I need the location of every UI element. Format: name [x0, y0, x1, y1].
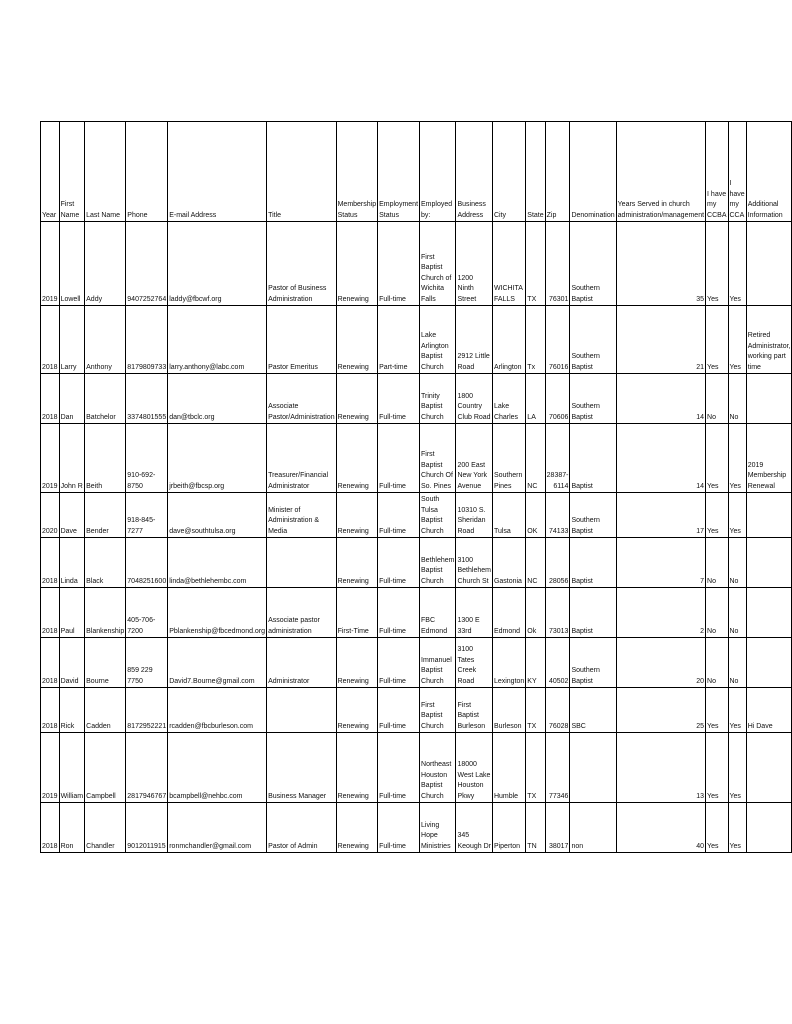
table-row [41, 493, 792, 538]
cell-email: linda@bethlehembc.com [168, 538, 267, 588]
cell-first-name: William [59, 733, 85, 803]
cell-years-served: 2 [616, 588, 705, 638]
cell-employer: First Baptist Church of Wichita Falls [420, 222, 456, 306]
cell-denomination: non [570, 803, 616, 853]
cell-employment: Full-time [378, 374, 420, 424]
cell-first-name: Larry [59, 306, 85, 374]
cell-years-served: 14 [616, 424, 705, 493]
cell-ccba: No [706, 588, 728, 638]
cell-cca: Yes [728, 424, 746, 493]
cell-year: 2020 [41, 493, 60, 538]
table-row [41, 733, 792, 803]
cell-ccba: Yes [706, 424, 728, 493]
cell-phone: 9012011915 [126, 803, 168, 853]
col-years-served: Years Served in church administration/management [616, 122, 705, 222]
table-row [41, 222, 792, 306]
cell-membership: Renewing [336, 493, 378, 538]
cell-denomination: Southern Baptist [570, 638, 616, 688]
cell-address: First Baptist Burleson [456, 688, 492, 733]
cell-city: Tulsa [492, 493, 525, 538]
cell-membership: Renewing [336, 638, 378, 688]
cell-employer: South Tulsa Baptist Church [420, 493, 456, 538]
cell-email: jrbeith@fbcsp.org [168, 424, 267, 493]
table-body [41, 222, 792, 853]
cell-city: Burleson [492, 688, 525, 733]
table-row [41, 306, 792, 374]
cell-title: Pastor Emeritus [267, 306, 337, 374]
cell-first-name: Rick [59, 688, 85, 733]
cell-title: Minister of Administration & Media [267, 493, 337, 538]
col-employed-by: Employed by: [420, 122, 456, 222]
cell-last-name: Blankenship [85, 588, 126, 638]
cell-last-name: Anthony [85, 306, 126, 374]
cell-state: Ok [526, 588, 545, 638]
cell-additional-info [746, 374, 792, 424]
cell-employment: Full-time [378, 493, 420, 538]
cell-email: dave@southtulsa.org [168, 493, 267, 538]
cell-cca: Yes [728, 493, 746, 538]
col-membership-status: Membership Status [336, 122, 378, 222]
cell-additional-info [746, 733, 792, 803]
cell-phone: 405-706-7200 [126, 588, 168, 638]
cell-zip: 28056 [545, 538, 570, 588]
cell-years-served: 25 [616, 688, 705, 733]
cell-city: Arlington [492, 306, 525, 374]
cell-year: 2018 [41, 688, 60, 733]
cell-first-name: Ron [59, 803, 85, 853]
cell-address: 3100 Tates Creek Road [456, 638, 492, 688]
table-row [41, 803, 792, 853]
col-zip: Zip [545, 122, 570, 222]
col-business-address: Business Address [456, 122, 492, 222]
cell-ccba: No [706, 538, 728, 588]
cell-additional-info: Retired Administrator, working part time [746, 306, 792, 374]
cell-zip: 74133 [545, 493, 570, 538]
cell-years-served: 21 [616, 306, 705, 374]
cell-years-served: 35 [616, 222, 705, 306]
col-title: Title [267, 122, 337, 222]
cell-city: Southern Pines [492, 424, 525, 493]
col-city: City [492, 122, 525, 222]
cell-city: Piperton [492, 803, 525, 853]
cell-employment: Full-time [378, 803, 420, 853]
cell-first-name: David [59, 638, 85, 688]
cell-year: 2019 [41, 733, 60, 803]
cell-employer: Living Hope Ministries [420, 803, 456, 853]
cell-address: 200 East New York Avenue [456, 424, 492, 493]
cell-additional-info [746, 638, 792, 688]
cell-additional-info: 2019 Membership Renewal [746, 424, 792, 493]
cell-title [267, 688, 337, 733]
cell-employer: Northeast Houston Baptist Church [420, 733, 456, 803]
cell-cca: Yes [728, 733, 746, 803]
cell-state: OK [526, 493, 545, 538]
cell-first-name: John R [59, 424, 85, 493]
cell-year: 2018 [41, 306, 60, 374]
table-row [41, 688, 792, 733]
cell-last-name: Batchelor [85, 374, 126, 424]
cell-membership: Renewing [336, 306, 378, 374]
cell-last-name: Beith [85, 424, 126, 493]
cell-phone: 859 229 7750 [126, 638, 168, 688]
cell-phone: 8172952221 [126, 688, 168, 733]
cell-zip: 38017 [545, 803, 570, 853]
cell-last-name: Addy [85, 222, 126, 306]
cell-additional-info: Hi Dave [746, 688, 792, 733]
cell-membership: Renewing [336, 374, 378, 424]
cell-zip: 76301 [545, 222, 570, 306]
cell-state: TX [526, 688, 545, 733]
cell-employment: Full-time [378, 638, 420, 688]
cell-membership: Renewing [336, 688, 378, 733]
cell-phone: 3374801555 [126, 374, 168, 424]
cell-city: Humble [492, 733, 525, 803]
cell-address: 1800 Country Club Road [456, 374, 492, 424]
cell-title: Treasurer/Financial Administrator [267, 424, 337, 493]
cell-state: NC [526, 424, 545, 493]
cell-email: bcampbell@nehbc.com [168, 733, 267, 803]
cell-years-served: 17 [616, 493, 705, 538]
cell-ccba: Yes [706, 222, 728, 306]
cell-address: 1300 E 33rd [456, 588, 492, 638]
col-state: State [526, 122, 545, 222]
cell-state: KY [526, 638, 545, 688]
cell-zip: 40502 [545, 638, 570, 688]
col-year: Year [41, 122, 60, 222]
col-denomination: Denomination [570, 122, 616, 222]
cell-ccba: Yes [706, 733, 728, 803]
cell-membership: Renewing [336, 733, 378, 803]
table-row [41, 374, 792, 424]
cell-email: ronmchandler@gmail.com [168, 803, 267, 853]
col-email: E-mail Address [168, 122, 267, 222]
cell-state: LA [526, 374, 545, 424]
cell-year: 2019 [41, 222, 60, 306]
col-cca: I have my CCA [728, 122, 746, 222]
cell-zip: 76016 [545, 306, 570, 374]
cell-cca: Yes [728, 803, 746, 853]
cell-zip: 28387-6114 [545, 424, 570, 493]
cell-state: TX [526, 733, 545, 803]
cell-email: rcadden@fbcburleson.com [168, 688, 267, 733]
cell-zip: 76028 [545, 688, 570, 733]
cell-zip: 77346 [545, 733, 570, 803]
member-table [40, 121, 792, 853]
cell-phone: 8179809733 [126, 306, 168, 374]
cell-employment: Full-time [378, 733, 420, 803]
cell-employment: Full-time [378, 688, 420, 733]
cell-employer: Immanuel Baptist Church [420, 638, 456, 688]
cell-ccba: Yes [706, 306, 728, 374]
cell-email: Pblankenship@fbcedmond.org [168, 588, 267, 638]
cell-address: 18000 West Lake Houston Pkwy [456, 733, 492, 803]
cell-title: Business Manager [267, 733, 337, 803]
cell-email: David7.Bourne@gmail.com [168, 638, 267, 688]
cell-denomination: Southern Baptist [570, 222, 616, 306]
col-phone: Phone [126, 122, 168, 222]
col-ccba: I have my CCBA [706, 122, 728, 222]
cell-city: WICHITA FALLS [492, 222, 525, 306]
cell-additional-info [746, 222, 792, 306]
cell-employer: Bethlehem Baptist Church [420, 538, 456, 588]
cell-email: dan@tbclc.org [168, 374, 267, 424]
cell-membership: Renewing [336, 222, 378, 306]
cell-phone: 2817946767 [126, 733, 168, 803]
cell-title: Associate Pastor/Administration [267, 374, 337, 424]
cell-denomination: Baptist [570, 424, 616, 493]
cell-first-name: Paul [59, 588, 85, 638]
cell-employment: Full-time [378, 424, 420, 493]
cell-additional-info [746, 803, 792, 853]
cell-employer: Lake Arlington Baptist Church [420, 306, 456, 374]
cell-membership: Renewing [336, 424, 378, 493]
cell-state: TN [526, 803, 545, 853]
cell-address: 10310 S. Sheridan Road [456, 493, 492, 538]
cell-ccba: Yes [706, 803, 728, 853]
cell-year: 2018 [41, 538, 60, 588]
cell-membership: Renewing [336, 803, 378, 853]
cell-denomination: Southern Baptist [570, 374, 616, 424]
cell-membership: First-Time [336, 588, 378, 638]
cell-city: Edmond [492, 588, 525, 638]
cell-years-served: 40 [616, 803, 705, 853]
col-last-name: Last Name [85, 122, 126, 222]
cell-cca: No [728, 588, 746, 638]
cell-years-served: 14 [616, 374, 705, 424]
cell-denomination: Southern Baptist [570, 306, 616, 374]
col-additional-info: Additional Information [746, 122, 792, 222]
cell-address: 3100 Bethlehem Church St [456, 538, 492, 588]
cell-first-name: Lowell [59, 222, 85, 306]
table-row [41, 588, 792, 638]
cell-title: Pastor of Business Administration [267, 222, 337, 306]
cell-phone: 9407252764 [126, 222, 168, 306]
cell-year: 2018 [41, 588, 60, 638]
cell-denomination: Baptist [570, 588, 616, 638]
cell-ccba: No [706, 638, 728, 688]
cell-membership: Renewing [336, 538, 378, 588]
cell-address: 345 Keough Dr [456, 803, 492, 853]
cell-first-name: Linda [59, 538, 85, 588]
cell-city: Gastonia [492, 538, 525, 588]
cell-denomination: Southern Baptist [570, 493, 616, 538]
cell-cca: Yes [728, 688, 746, 733]
table-row [41, 538, 792, 588]
cell-ccba: No [706, 374, 728, 424]
cell-title: Associate pastor administration [267, 588, 337, 638]
cell-ccba: Yes [706, 688, 728, 733]
col-first-name: First Name [59, 122, 85, 222]
table-row [41, 424, 792, 493]
cell-zip: 70606 [545, 374, 570, 424]
cell-year: 2018 [41, 374, 60, 424]
cell-last-name: Bender [85, 493, 126, 538]
cell-denomination: Baptist [570, 538, 616, 588]
col-employment-status: Employment Status [378, 122, 420, 222]
cell-denomination: SBC [570, 688, 616, 733]
cell-state: Tx [526, 306, 545, 374]
cell-cca: No [728, 638, 746, 688]
cell-title: Administrator [267, 638, 337, 688]
cell-email: laddy@fbcwf.org [168, 222, 267, 306]
cell-address: 1200 Ninth Street [456, 222, 492, 306]
cell-employer: First Baptist Church Of So. Pines [420, 424, 456, 493]
cell-last-name: Bourne [85, 638, 126, 688]
cell-additional-info [746, 538, 792, 588]
cell-year: 2018 [41, 638, 60, 688]
cell-zip: 73013 [545, 588, 570, 638]
cell-employer: First Baptist Church [420, 688, 456, 733]
cell-ccba: Yes [706, 493, 728, 538]
cell-phone: 918-845-7277 [126, 493, 168, 538]
cell-phone: 910-692-8750 [126, 424, 168, 493]
cell-city: Lake Charles [492, 374, 525, 424]
table-row [41, 638, 792, 688]
cell-address: 2912 Little Road [456, 306, 492, 374]
cell-state: NC [526, 538, 545, 588]
header-row [41, 122, 792, 222]
cell-additional-info [746, 588, 792, 638]
cell-years-served: 7 [616, 538, 705, 588]
cell-year: 2018 [41, 803, 60, 853]
cell-employment: Part-time [378, 306, 420, 374]
cell-cca: No [728, 374, 746, 424]
cell-additional-info [746, 493, 792, 538]
cell-employment: Full-time [378, 222, 420, 306]
cell-employer: Trinity Baptist Church [420, 374, 456, 424]
cell-employment: Full-time [378, 588, 420, 638]
cell-years-served: 20 [616, 638, 705, 688]
cell-years-served: 13 [616, 733, 705, 803]
cell-email: larry.anthony@labc.com [168, 306, 267, 374]
cell-last-name: Cadden [85, 688, 126, 733]
cell-first-name: Dave [59, 493, 85, 538]
cell-state: TX [526, 222, 545, 306]
cell-last-name: Campbell [85, 733, 126, 803]
cell-last-name: Black [85, 538, 126, 588]
cell-title [267, 538, 337, 588]
cell-cca: Yes [728, 306, 746, 374]
cell-cca: No [728, 538, 746, 588]
cell-first-name: Dan [59, 374, 85, 424]
cell-employer: FBC Edmond [420, 588, 456, 638]
cell-year: 2019 [41, 424, 60, 493]
cell-last-name: Chandler [85, 803, 126, 853]
cell-denomination [570, 733, 616, 803]
cell-phone: 7048251600 [126, 538, 168, 588]
cell-employment: Full-time [378, 538, 420, 588]
cell-city: Lexington [492, 638, 525, 688]
cell-cca: Yes [728, 222, 746, 306]
cell-title: Pastor of Admin [267, 803, 337, 853]
